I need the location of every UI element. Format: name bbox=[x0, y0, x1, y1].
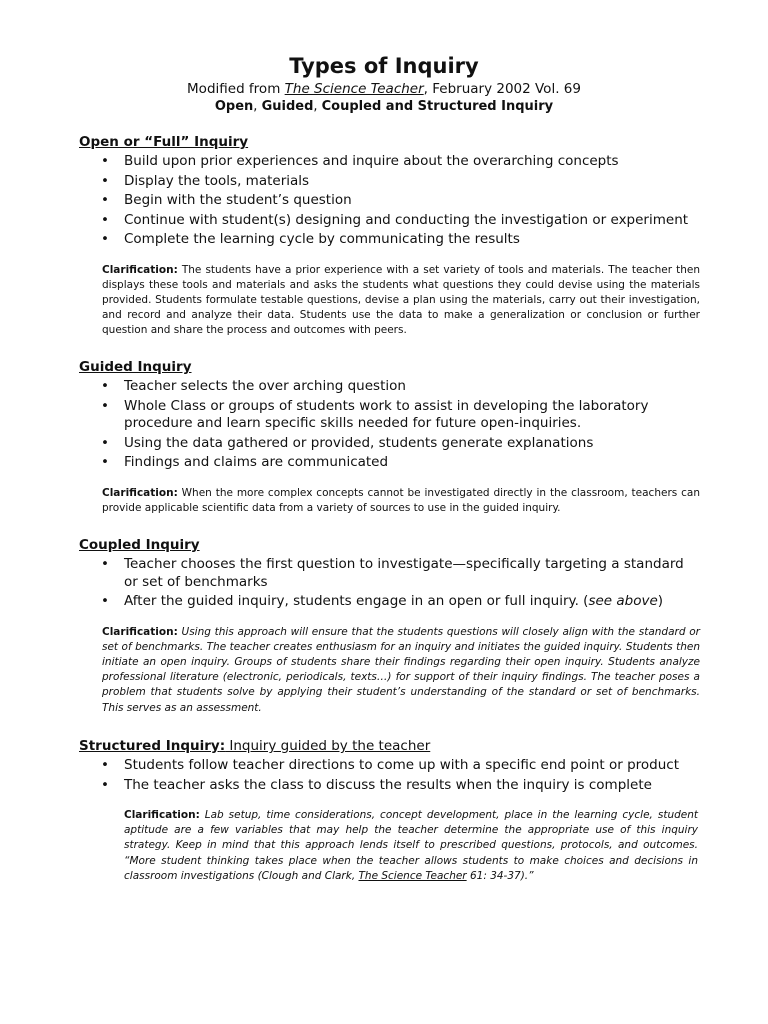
bullet-list bbox=[79, 556, 699, 611]
section-guided-inquiry bbox=[79, 359, 699, 516]
bullet-icon: • bbox=[101, 172, 109, 189]
citation-end: 61: 34-37).” bbox=[466, 869, 534, 882]
bullet-icon: • bbox=[101, 192, 109, 208]
bullet-icon: • bbox=[101, 231, 109, 247]
section-open-inquiry bbox=[79, 134, 699, 339]
list-item: • Display the tools, materials bbox=[101, 172, 310, 189]
source-suffix: , February 2002 Vol. 69 bbox=[423, 81, 581, 97]
list-item: • Build upon prior experiences and inquire about the overarching concepts bbox=[101, 153, 619, 169]
subtitle-part: , bbox=[313, 99, 322, 114]
clarification-paragraph bbox=[102, 263, 700, 339]
list-item: • The teacher asks the class to discuss the results when the inquiry is complete bbox=[101, 776, 652, 793]
section-heading: Coupled Inquiry bbox=[79, 537, 200, 553]
section-heading-suffix: Inquiry guided by the teacher bbox=[225, 738, 431, 754]
bullet-icon: • bbox=[101, 776, 109, 793]
subtitle-part: Guided bbox=[261, 99, 314, 114]
bullet-icon: • bbox=[101, 556, 109, 572]
clarification-text: When the more complex concepts cannot be investigated directly in the classroom, teachers can provide applicable scientific data from a variety of sources to use in the guided inquiry. bbox=[102, 486, 700, 514]
bullet-icon: • bbox=[101, 397, 109, 414]
list-item: • Continue with student(s) designing and conducting the investigation or experiment bbox=[101, 211, 689, 228]
list-item: • Students follow teacher directions to come up with a specific end point or product bbox=[101, 757, 680, 773]
section-structured-inquiry bbox=[79, 738, 699, 884]
clarification-paragraph bbox=[124, 808, 698, 884]
clarification-paragraph bbox=[102, 486, 700, 516]
clarification-label: Clarification: bbox=[102, 486, 178, 499]
list-item: • After the guided inquiry, students engage in an open or full inquiry. (see above) bbox=[101, 593, 664, 609]
clarification-label: Clarification: bbox=[102, 625, 178, 638]
see-above-note: see above bbox=[588, 593, 658, 609]
list-item: • Whole Class or groups of students work to assist in developing the laboratory procedure and learn specific skills needed for future open-inquiries. bbox=[101, 397, 649, 431]
cited-journal-title: The Science Teacher bbox=[358, 869, 467, 882]
clarification-paragraph bbox=[102, 625, 700, 716]
subtitle-part: and Structured Inquiry bbox=[381, 99, 554, 114]
list-item: • Teacher chooses the first question to investigate—specifically targeting a standard or set of benchmarks bbox=[101, 556, 684, 590]
bullet-icon: • bbox=[101, 454, 109, 470]
bullet-icon: • bbox=[101, 153, 109, 169]
clarification-label: Clarification: bbox=[102, 263, 178, 276]
bullet-icon: • bbox=[101, 434, 109, 451]
clarification-text: Using this approach will ensure that the students questions will closely align with the standard or set of benchmarks. The teacher creates enthusiasm for an inquiry and initiates the guided inquiry. Students then initiate an open inquiry. Groups of students share their findings regarding their open inquiry. Students analyze professional literature (electronic, periodicals, texts…) for support of their inquiry findings. The teacher poses a problem that students solve by applying their student’s understanding of the standard or set of benchmarks. This serves as an assessment. bbox=[102, 625, 700, 714]
bullet-icon: • bbox=[101, 378, 109, 394]
list-item: • Complete the learning cycle by communicating the results bbox=[101, 231, 520, 247]
clarification-label: Clarification: bbox=[124, 809, 200, 821]
source-line bbox=[0, 81, 768, 97]
source-prefix: Modified from bbox=[187, 81, 285, 97]
section-heading: Structured Inquiry: Inquiry guided by the teacher bbox=[79, 738, 431, 754]
inquiry-types-subtitle bbox=[0, 99, 768, 114]
subtitle-part: Coupled bbox=[321, 99, 382, 114]
list-item: • Begin with the student’s question bbox=[101, 192, 352, 208]
bullet-list bbox=[79, 757, 699, 794]
subtitle-part: , bbox=[253, 99, 262, 114]
source-journal-title: The Science Teacher bbox=[284, 81, 424, 97]
bullet-icon: • bbox=[101, 757, 109, 773]
bullet-list bbox=[79, 378, 699, 472]
bullet-icon: • bbox=[101, 593, 109, 609]
bullet-icon: • bbox=[101, 211, 109, 228]
subtitle-part: Open bbox=[214, 99, 254, 114]
bullet-list bbox=[79, 153, 699, 249]
list-item: • Using the data gathered or provided, students generate explanations bbox=[101, 434, 594, 451]
list-item: • Teacher selects the over arching question bbox=[101, 378, 406, 394]
section-heading: Guided Inquiry bbox=[79, 359, 192, 375]
clarification-text: The students have a prior experience with a set variety of tools and materials. The teacher then displays these tools and materials and asks the students what questions they could devise using the materials provided. Students formulate testable questions, devise a plan using the materials, carry out their investigation, and record and analyze their data. Students use the data to make a generalization or conclusion or further question and share the process and outcomes with peers. bbox=[102, 263, 700, 337]
page-title: Types of Inquiry bbox=[289, 54, 479, 78]
list-item: • Findings and claims are communicated bbox=[101, 454, 389, 470]
section-heading: Open or “Full” Inquiry bbox=[79, 134, 249, 150]
section-coupled-inquiry bbox=[79, 537, 699, 716]
clarification-text: Lab setup, time considerations, concept development, place in the learning cycle, student aptitude are a few variables that may help the teacher determine the appropriate use of this inquiry strategy. Keep in mind that this approach lends itself to prescribed questions, protocols, and outcomes. “More student thinking takes place when the teacher allows students to make choices and decisions in classroom investigations (Clough and Clark, bbox=[124, 809, 698, 882]
